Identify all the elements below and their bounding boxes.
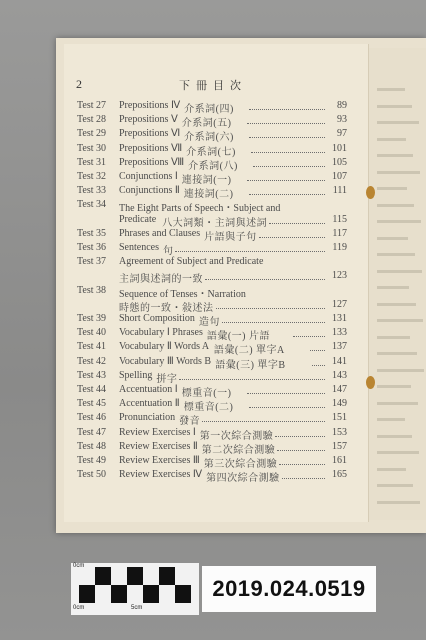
toc-entry-page: 165 [332, 469, 347, 481]
faint-text-line [377, 303, 416, 306]
toc-entry-label: Test 43 [77, 369, 107, 381]
toc-entry-title: Conjunctions Ⅰ [119, 171, 178, 182]
toc-entry-label: Test 39 [77, 313, 107, 324]
toc-leader-dots [247, 114, 325, 124]
scale-block [95, 567, 111, 585]
toc-leader-dots [249, 185, 325, 195]
page-number: 2 [76, 77, 82, 91]
toc-entry-title: Phrases and Clauses [119, 227, 201, 239]
toc-entry-chinese: 介系詞(四) [184, 104, 234, 115]
faint-text-line [377, 352, 417, 355]
toc-entry-page: 153 [332, 426, 347, 438]
toc-entry-chinese: 語彙(二) 單字A [213, 345, 285, 357]
toc-entry-label: Test 46 [77, 412, 107, 424]
toc-entry-chinese: 介系詞(八) [188, 160, 238, 172]
scale-label-mid: 5cm [131, 605, 143, 611]
toc-entry-page: 157 [332, 440, 347, 452]
toc-entry-title: Review Exercises Ⅲ [119, 455, 200, 466]
toc-leader-dots [269, 214, 325, 224]
scale-label-top: 0cm [73, 563, 85, 569]
toc-entry-page: 127 [332, 298, 347, 310]
toc-leader-dots [179, 370, 325, 380]
toc-entry-page: 149 [332, 398, 347, 410]
toc-entry-label: Test 44 [77, 384, 107, 395]
faint-text-line [377, 121, 419, 124]
toc-entry-title: Agreement of Subject and Predicate [119, 256, 264, 268]
faint-text-line [377, 204, 414, 207]
toc-entry-chinese: 主詞與述詞的一致 [119, 274, 203, 286]
toc-leader-dots [275, 427, 325, 437]
toc-leader-dots [282, 469, 325, 479]
toc-entry-label: Test 32 [77, 171, 107, 182]
toc-entry-title: Review Exercises Ⅳ [119, 469, 203, 481]
toc-entry-label: Test 42 [77, 355, 107, 367]
toc-entry-page: 89 [337, 100, 347, 111]
toc-leader-dots [259, 228, 325, 238]
toc-entry [77, 199, 347, 213]
toc-entry-label: Test 31 [77, 156, 107, 168]
faint-text-line [377, 435, 412, 438]
toc-entry-label: Test 27 [77, 100, 107, 111]
toc-entry-chinese: 語彙(三) 單字B [215, 359, 286, 371]
toc-entry-title: Short Composition [119, 313, 195, 324]
toc-leader-dots [247, 171, 325, 181]
toc-entry [77, 171, 347, 185]
toc-entry [77, 427, 347, 441]
toc-entry [77, 370, 347, 384]
toc-entry-label: Test 47 [77, 426, 107, 438]
scale-block [79, 585, 95, 603]
toc-entry-page: 119 [332, 242, 347, 253]
toc-entry-chinese: 連接詞(二) [183, 189, 234, 201]
toc-entry-chinese: 語彙(一) 片語 [206, 331, 271, 343]
contents-page [64, 44, 369, 522]
toc-entry-label: Test 33 [77, 185, 107, 197]
toc-entry-page: 161 [332, 455, 347, 466]
toc-entry-page: 151 [332, 412, 347, 424]
toc-entry [77, 256, 347, 270]
toc-entry [77, 114, 347, 128]
toc-entry [77, 100, 347, 114]
faint-text-line [377, 88, 405, 91]
toc-entry-chinese: 時態的一致・敍述法 [119, 302, 214, 314]
toc-entry-chinese: 介系詞(五) [181, 118, 232, 130]
faint-text-line [377, 484, 413, 487]
toc-entry-label: Test 34 [77, 199, 107, 211]
toc-entry-label: Test 40 [77, 327, 107, 339]
toc-entry-continuation [77, 299, 347, 313]
toc-entry-title: Prepositions Ⅴ [119, 114, 178, 126]
faint-text-line [377, 270, 422, 273]
toc-leader-dots [253, 157, 325, 167]
toc-entry-page: 133 [332, 327, 347, 339]
toc-entry-label: Test 45 [77, 398, 107, 410]
facing-page [369, 48, 426, 520]
toc-entry [77, 469, 347, 483]
faint-text-line [377, 369, 424, 372]
faint-text-line [377, 105, 412, 108]
toc-entry-title: Review Exercises Ⅰ [119, 426, 196, 438]
toc-entry-label: Test 35 [77, 227, 107, 239]
toc-entry-title: Conjunctions Ⅱ [119, 185, 180, 197]
toc-leader-dots [279, 455, 325, 465]
toc-entry-title: Sentences [119, 242, 159, 253]
toc-entry [77, 157, 347, 171]
faint-text-line [377, 451, 419, 454]
toc-leader-dots [251, 143, 325, 153]
faint-text-line [377, 468, 406, 471]
toc-entry-chinese: 拼字 [156, 373, 178, 385]
toc-entry-chinese: 第二次綜合測驗 [201, 444, 276, 456]
toc-entry-label: Test 36 [77, 242, 107, 253]
toc-entry-title: Spelling [119, 369, 153, 381]
toc-entry [77, 128, 347, 142]
toc-entry [77, 313, 347, 327]
toc-entry [77, 285, 347, 299]
toc-entry-label: Test 30 [77, 142, 107, 154]
toc-leader-dots [310, 341, 325, 351]
toc-entry-chinese: 標重音(二) [183, 402, 234, 414]
toc-entry-title: Prepositions Ⅵ [119, 128, 181, 140]
toc-entry-page: 143 [332, 369, 347, 381]
faint-text-line [377, 220, 421, 223]
toc-entry-chinese: 句 [162, 246, 174, 257]
faint-text-line [377, 237, 408, 240]
scale-label-left: 0cm [73, 605, 85, 611]
toc-entry-title-cont: Predicate [119, 213, 157, 225]
toc-entry-page: 107 [332, 171, 347, 182]
toc-entry [77, 398, 347, 412]
toc-entry-chinese: 八大詞類・主詞與述詞 [162, 217, 268, 229]
scale-block [143, 585, 159, 603]
color-scale-bar [71, 563, 199, 615]
faint-text-line [377, 319, 423, 322]
faint-text-line [377, 286, 409, 289]
toc-entry-label: Test 48 [77, 440, 107, 452]
toc-leader-dots [202, 412, 325, 422]
toc-entry-title: Accentuation Ⅰ [119, 384, 178, 395]
toc-leader-dots [277, 441, 325, 451]
toc-entry-page: 97 [337, 128, 347, 140]
toc-entry-chinese: 造句 [198, 317, 220, 328]
toc-entry-label: Test 28 [77, 114, 107, 126]
toc-entry-chinese: 連接詞(一) [181, 175, 232, 186]
toc-entry-label: Test 50 [77, 469, 107, 481]
toc-entry-page: 123 [332, 270, 347, 282]
scale-block [175, 585, 191, 603]
toc-entry-label: Test 41 [77, 341, 107, 353]
toc-entry-page: 115 [332, 213, 347, 225]
scale-block [159, 567, 175, 585]
page-title: 下冊目次 [179, 80, 247, 92]
toc-leader-dots [216, 299, 326, 309]
toc-entry-title: Sequence of Tenses・Narration [119, 288, 246, 300]
toc-entry [77, 228, 347, 242]
toc-entry [77, 441, 347, 455]
faint-text-line [377, 154, 413, 157]
toc-entry-chinese: 第一次綜合測驗 [199, 430, 274, 442]
toc-entry [77, 341, 347, 355]
toc-entry-page: 117 [332, 227, 347, 239]
faint-text-line [377, 385, 411, 388]
toc-leader-dots [222, 313, 325, 323]
toc-entry [77, 327, 347, 341]
toc-leader-dots [249, 398, 325, 408]
toc-entry-label: Test 49 [77, 455, 107, 466]
toc-leader-dots [249, 100, 325, 110]
toc-entry-page: 137 [332, 341, 347, 353]
toc-entry-chinese: 介系詞(七) [186, 146, 236, 158]
toc-entry-label: Test 38 [77, 284, 107, 296]
toc-entry-chinese: 第四次綜合測驗 [206, 473, 280, 485]
toc-entry-page: 141 [332, 355, 347, 367]
toc-entry [77, 242, 347, 256]
faint-text-line [377, 418, 405, 421]
toc-entry-title: The Eight Parts of Speech・Subject and [119, 203, 281, 215]
toc-leader-dots [312, 356, 325, 366]
toc-entry [77, 143, 347, 157]
binding-hole [366, 186, 375, 199]
faint-text-line [377, 171, 420, 174]
toc-entry-title: Review Exercises Ⅱ [119, 440, 198, 452]
toc-entry-title: Pronunciation [119, 412, 176, 424]
toc-entry-page: 93 [337, 114, 347, 126]
scale-block [127, 567, 143, 585]
toc-entry-title: Prepositions Ⅷ [119, 156, 185, 168]
toc-entry-title: Prepositions Ⅳ [119, 100, 181, 111]
toc-entry-page: 105 [332, 156, 347, 168]
toc-entry-title: Accentuation Ⅱ [119, 398, 180, 410]
toc-entry-label: Test 29 [77, 128, 107, 140]
binding-hole [366, 376, 375, 389]
toc-entry-page: 101 [332, 142, 347, 154]
faint-text-line [377, 336, 410, 339]
faint-text-line [377, 501, 420, 504]
toc-entry [77, 356, 347, 370]
toc-entry-page: 111 [332, 185, 347, 197]
toc-entry-title: Vocabulary Ⅱ Words A [119, 341, 210, 353]
toc-entry-chinese: 片語與子句 [204, 231, 257, 243]
scale-block [111, 585, 127, 603]
faint-text-line [377, 402, 418, 405]
faint-text-line [377, 187, 407, 190]
toc-leader-dots [247, 384, 325, 394]
toc-leader-dots [175, 242, 325, 252]
toc-entry-title: Prepositions Ⅶ [119, 142, 183, 154]
toc-entry-title: Vocabulary Ⅰ Phrases [119, 327, 203, 339]
toc-entry-chinese: 介系詞(六) [184, 132, 234, 144]
toc-entry-title: Vocabulary Ⅲ Words B [119, 355, 212, 367]
toc-entry-continuation [77, 214, 347, 228]
toc-entry-label: Test 37 [77, 256, 107, 268]
toc-entry [77, 185, 347, 199]
faint-text-line [377, 253, 415, 256]
toc-entry-page: 147 [332, 384, 347, 395]
toc-entry [77, 412, 347, 426]
toc-entry-page: 131 [332, 313, 347, 324]
toc-entry-chinese: 第三次綜合測驗 [203, 459, 278, 470]
toc-entry-chinese: 發音 [179, 416, 201, 428]
toc-leader-dots [249, 128, 325, 138]
toc-entry [77, 384, 347, 398]
toc-entry [77, 455, 347, 469]
faint-text-line [377, 138, 406, 141]
toc-entry-chinese: 標重音(一) [181, 388, 232, 399]
toc-leader-dots [293, 327, 325, 337]
accession-number-label: 2019.024.0519 [202, 566, 376, 612]
toc-entry-continuation [77, 270, 347, 284]
toc-leader-dots [205, 270, 325, 280]
